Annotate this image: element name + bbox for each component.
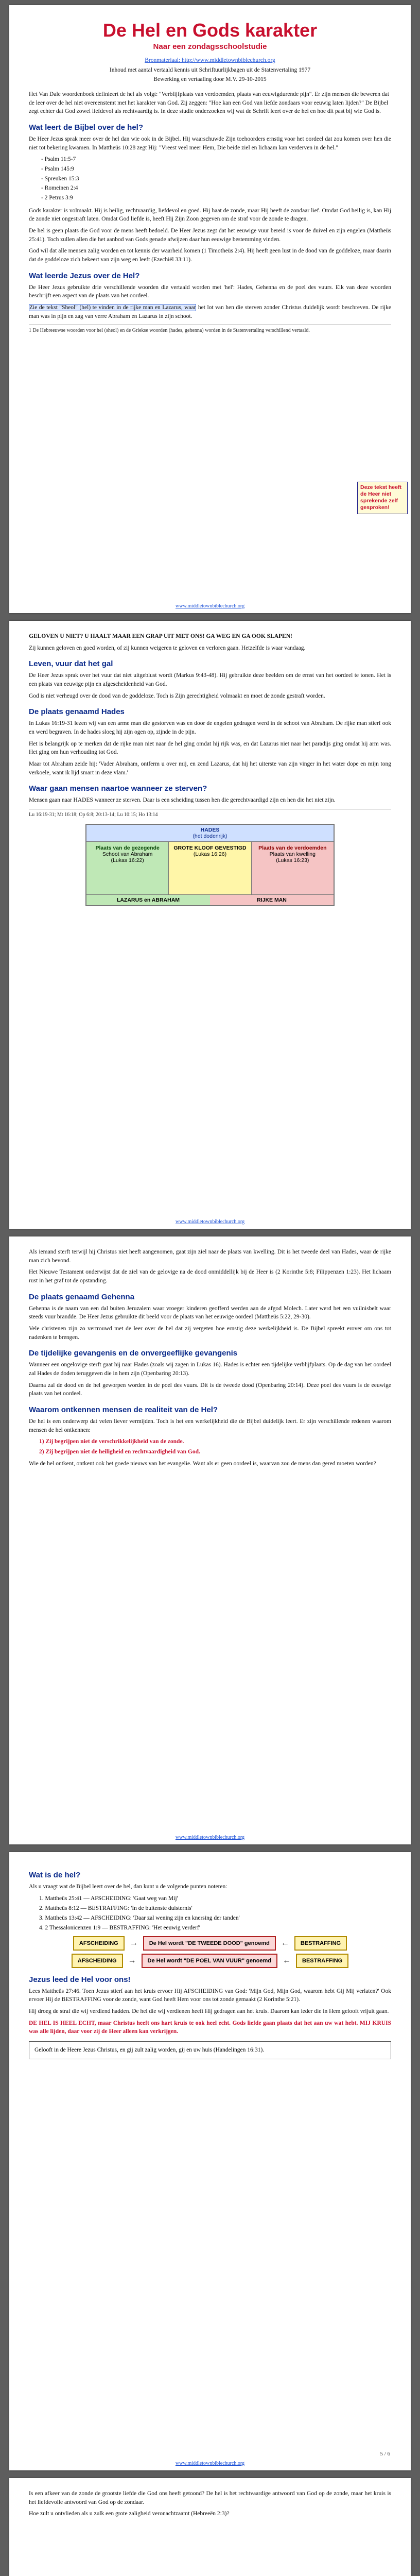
hades-foot-left: LAZARUS en ABRAHAM — [86, 895, 210, 905]
scripture-list — [39, 1894, 391, 1933]
paragraph: Daarna zal de dood en de hel geworpen worden in de poel des vuurs. Dit is de tweede dood (Openbaring 20:14). Deze poel des vuurs is de eeuwige plaats van het oordeel. — [29, 1382, 391, 1397]
hades-diagram — [85, 824, 335, 906]
section-heading-leven: Leven, vuur dat het gal — [29, 659, 113, 669]
document-page-2 — [9, 621, 411, 1229]
footer-link[interactable]: www.middletownbiblechurch.org — [175, 2461, 245, 2466]
list-item: 1) Zij begrijpen niet de verschrikkelijkheid van de zonde. — [39, 1438, 184, 1445]
flow-box-afscheiding: AFSCHEIDING — [72, 1954, 123, 1968]
edit-note: Bewerking en vertaaling door M.V. 29-10-2015 — [153, 76, 267, 83]
arrow-right-icon: → — [129, 1938, 138, 1947]
paragraph: In Lukas 16:19-31 lezen wij van een arme man die gestorven was en door de engelen gedragen werd in de schoot van Abraham. De rijke man stierf ook en werd begraven. In de hades sloeg hij zijn ogen op, zijnde in de pijn. — [29, 720, 391, 736]
flow-box-bestraffing: BESTRAFFING — [296, 1954, 348, 1968]
section-heading-jezus: Wat leerde Jezus over de Hel? — [29, 271, 140, 280]
arrow-left-icon: ← — [283, 1956, 291, 1965]
paragraph: De hel is een onderwerp dat velen liever vermijden. Toch is het een werkelijkheid die de Bijbel duidelijk leert. Er zijn verschillende redenen waarom mensen de hel ontkennen: — [29, 1418, 391, 1433]
footnote: Lu 16:19-31; Mt 16:18; Op 6:8; 20:13-14; Lu 10:15; Ho 13:14 — [29, 809, 391, 819]
list-item: 1. Mattheüs 25:41 — AFSCHEIDING: 'Gaat weg van Mij' — [39, 1895, 178, 1902]
list-item: 2. Mattheüs 8:12 — BESTRAFFING: 'In de buitenste duisternis' — [39, 1905, 192, 1911]
paragraph: Zij kunnen geloven en goed worden, of zij kunnen weigeren te geloven en verloren gaan. Hetzelfde is waar vandaag. — [29, 645, 306, 651]
source-line — [29, 56, 391, 65]
paragraph: Wanneer een ongelovige sterft gaat hij naar Hades (zoals wij zagen in Lukas 16). Hades is echter een tijdelijke verblijfplaats. Op de dag van het oordeel zal Hades de doden teruggeven die in hem zijn (Openbaring 20:13). — [29, 1362, 391, 1377]
paragraph: Als iemand sterft terwijl hij Christus niet heeft aangenomen, gaat zijn ziel naar de plaats van kwelling. Dit is het tweede deel van Hades, waar de rijke man zich bevond. — [29, 1249, 391, 1264]
section-heading-jezus-leed: Jezus leed de Hel voor ons! — [29, 1975, 131, 1984]
document-page-5 — [9, 2478, 411, 2576]
arrow-right-icon: → — [128, 1956, 136, 1965]
highlighted-text[interactable]: Zie de tekst "Sheol" (hel) te vinden in de rijke man en Lazarus, waar — [29, 304, 196, 311]
footnote: 1 De Hebreeuwse woorden voor hel (sheol) en de Griekse woorden (hades, gehenna) worden in de Statenvertaling verschillend vertaald. — [29, 325, 391, 334]
paragraph: De Heer Jezus gebruikte drie verschillende woorden die vertaald worden met 'hel': Hades, Gehenna en de poel des vuurs. Elk van deze woorden beschrijft een aspect van de plaats van het oordeel. — [29, 284, 391, 299]
gospel-box: Gelooft in de Heere Jezus Christus, en gij zult zalig worden, gij en uw huis (Handelingen 16:31). — [29, 2041, 391, 2059]
paragraph: De Heer Jezus sprak meer over de hel dan wie ook in de Bijbel. Hij waarschuwde Zijn toehoorders ernstig voor het oordeel dat zou komen over hen die niet tot bekering kwamen. In Mattheüs 10:28 zegt Hij: "Vreest veel meer Hem, Die beide ziel en lichaam kan verderven in de hel." — [29, 136, 391, 151]
margin-callout: Deze tekst heeft de Heer niet sprekende zelf gesproken! — [357, 482, 408, 514]
verse-ref: - Psalm 11:5-7 — [41, 156, 76, 163]
document-page-3 — [9, 1236, 411, 1844]
flow-diagram-poel — [29, 1954, 391, 1968]
highlight-paragraph: Zie de tekst "Sheol" (hel) te vinden in de rijke man en Lazarus, waar het lot van hen die sterven zonder Christus duidelijk wordt beschreven. De rijke man was in pijn en zag van verre Abraham en Lazarus in zijn schoot. — [29, 304, 391, 319]
paragraph: Mensen gaan naar HADES wanneer ze sterven. Daar is een scheiding tussen hen die gerechtvaardigd zijn en hen die het niet zijn. — [29, 797, 336, 804]
paragraph: God is niet verheugd over de dood van de goddeloze. Toch is Zijn gerechtigheid volmaakt en moet de zonde gestraft worden. — [29, 692, 325, 699]
paragraph: Het Nieuwe Testament onderwijst dat de ziel van de gelovige na de dood onmiddellijk bij de Heer is (2 Korinthe 5:8; Filippenzen 1:23). Het lichaam rust in het graf tot de opstanding. — [29, 1269, 391, 1284]
section-heading-hel: Wat leert de Bijbel over de hel? — [29, 123, 143, 132]
list-item: 4. 2 Thessalonicenzen 1:9 — BESTRAFFING: 'Het eeuwig verderf' — [39, 1925, 200, 1931]
verse-ref: - Spreuken 15:3 — [41, 175, 79, 182]
document-subtitle: Naar een zondagsschoolstudie — [153, 42, 267, 51]
hades-diagram-title: HADES (het dodenrijk) — [86, 825, 334, 842]
paragraph: DE HEL IS HEEL ECHT, maar Christus heeft ons hart kruis te ook heel echt. Gods liefde gaan plaats dat het aan uw wat hebt. MIJ KRUIS was alle lijden, daar voor zij de Heer alleen kan verkrijgen. — [29, 2020, 391, 2035]
footer-link[interactable]: www.middletownbiblechurch.org — [175, 603, 245, 609]
intro-paragraph: Het Van Dale woordenboek definieert de hel als volgt: "Verblijfplaats van verdoemden, plaats van eeuwigdurende pijn". Er zijn mensen die beweren dat de leer over de hel niet overeenstemt met het karakter van God. Zij zeggen: "Hoe kan een God van liefde zondaars voor eeuwig laten lijden?" De Bijbel zegt echter dat God zowel liefdevol als rechtvaardig is. In deze studie onderzoeken wij wat de Schrift leert over de hel en hoe dit past bij wie God is. — [29, 91, 389, 115]
document-page-4 — [9, 1852, 411, 2470]
document-title: De Hel en Gods karakter — [102, 20, 318, 41]
flow-box-bestraffing: BESTRAFFING — [294, 1936, 347, 1951]
flow-box-tweede-dood: De Hel wordt "DE TWEEDE DOOD" genoemd — [143, 1936, 276, 1951]
footer-link[interactable]: www.middletownbiblechurch.org — [175, 1835, 245, 1840]
translation-note: Inhoud met aantal vertaald kennis uit Schriftuurlijkbagen uit de Statenvertaling 1977 — [109, 66, 311, 73]
paragraph: GELOVEN U NIET? U HAALT MAAR EEN GRAP UIT MET ONS! GA WEG EN GA OOK SLAPEN! — [29, 633, 292, 639]
paragraph: De Heer Jezus sprak over het vuur dat niet uitgeblust wordt (Markus 9:43-48). Hij gebruikte deze beelden om de ernst van het oordeel te tonen. Het is een plaats van eeuwige pijn en afgescheidenheid van God. — [29, 672, 391, 688]
reasons-list — [39, 1437, 391, 1456]
list-item: 3. Mattheüs 13:42 — AFSCHEIDING: 'Daar zal wening zijn en knersing der tanden' — [39, 1915, 240, 1922]
paragraph: Vele christenen zijn zo vertrouwd met de leer over de hel dat zij vergeten hoe ernstig deze werkelijkheid is. De Bijbel spreekt erover om ons tot nadenken te brengen. — [29, 1326, 391, 1341]
document-page-1 — [9, 5, 411, 613]
section-heading-waarom: Waarom ontkennen mensen de realiteit van de Hel? — [29, 1405, 218, 1415]
paragraph: Als u vraagt wat de Bijbel leert over de hel, dan kunt u de volgende punten noteren: — [29, 1884, 227, 1890]
flow-box-poel-van-vuur: De Hel wordt "DE POEL VAN VUUR" genoemd — [142, 1954, 277, 1968]
paragraph: Wie de hel ontkent, ontkent ook het goede nieuws van het evangelie. Want als er geen oordeel is, waarvan zou de mens dan gered moeten worden? — [29, 1460, 376, 1467]
verse-ref: - Psalm 145:9 — [41, 166, 74, 173]
hades-foot-right: RIJKE MAN — [210, 895, 334, 905]
section-heading-gehenna: De plaats genaamd Gehenna — [29, 1292, 135, 1301]
paragraph: Hij droeg de straf die wij verdiend hadden. De hel die wij verdienen heeft Hij gedragen aan het kruis. Daarom kan ieder die in Hem gelooft vrijuit gaan. — [29, 2008, 389, 2015]
section-heading-waar: Waar gaan mensen naartoe wanneer ze sterven? — [29, 784, 207, 793]
page-number: 5 / 6 — [380, 2451, 390, 2457]
verse-ref: - 2 Petrus 3:9 — [41, 195, 73, 201]
paragraph: Gehenna is de naam van een dal buiten Jeruzalem waar vroeger kinderen geofferd werden aan de afgod Molech. Later werd het een vuilnisbelt waar steeds vuur brandde. De Heer Jezus gebruikte dit beeld voor de plaats van het eeuwige oordeel (Mattheüs 5:22, 29-30). — [29, 1305, 391, 1320]
paragraph: De hel is geen plaats die God voor de mens heeft bedoeld. De Heer Jezus zegt dat het eeuwige vuur bereid is voor de duivel en zijn engelen (Mattheüs 25:41). Toch zullen allen die het aanbod van Gods genade afwijzen daar hun eeuwige bestemming vinden. — [29, 228, 391, 243]
paragraph: Maar tot Abraham zeide hij: 'Vader Abraham, ontferm u over mij, en zend Lazarus, dat hij het uiterste van zijn vinger in het water dope en mijn tong verkoele, want ik lijd smart in deze vlam.' — [29, 761, 391, 776]
hades-left-compartment: Plaats van de gezegende Schoot van Abraham (Lukas 16:22) — [86, 842, 169, 894]
section-heading-hades: De plaats genaamd Hades — [29, 707, 125, 717]
hades-great-gulf: GROTE KLOOF GEVESTIGD (Lukas 16:26) — [169, 842, 251, 894]
paragraph: Lees Mattheüs 27:46. Toen Jezus stierf aan het kruis ervoer Hij AFSCHEIDING van God: 'Mijn God, Mijn God, waarom hebt Gij Mij verlaten?' Ook ervoer Hij de BESTRAFFING voor de zonde, want God heeft Hem voor ons tot zonde gemaakt (2 Korinthe 5:21). — [29, 1988, 391, 2003]
section-heading-gevangenis: De tijdelijke gevangenis en de onvergeeflijke gevangenis — [29, 1349, 238, 1358]
paragraph: Gods karakter is volmaakt. Hij is heilig, rechtvaardig, liefdevol en goed. Hij haat de zonde, maar Hij heeft de zondaar lief. Omdat God heilig is, kan Hij de zonde niet ongestraft laten. Omdat God liefde is, heeft Hij Zijn Zoon gegeven om de straf voor de zonde te dragen. — [29, 207, 391, 223]
paragraph: Is een afkeer van de zonde de grootste liefde die God ons heeft getoond? De hel is het rechtvaardige antwoord van God op de zonde, maar het kruis is het liefdevolle antwoord van God op de zondaar. — [29, 2490, 391, 2505]
arrow-left-icon: ← — [281, 1938, 289, 1947]
flow-diagram-second-death — [29, 1936, 391, 1951]
footer-link[interactable]: www.middletownbiblechurch.org — [175, 1219, 245, 1225]
paragraph: Het is belangrijk op te merken dat de rijke man niet naar de hel ging omdat hij rijk was, en dat Lazarus niet naar het paradijs ging omdat hij arm was. Het ging om hun verhouding tot God. — [29, 740, 391, 756]
section-heading-wat: Wat is de hel? — [29, 1871, 81, 1879]
verse-ref: - Romeinen 2:4 — [41, 185, 78, 192]
flow-box-afscheiding: AFSCHEIDING — [73, 1936, 125, 1951]
hades-right-compartment: Plaats van de verdoemden Plaats van kwelling (Lukas 16:23) — [252, 842, 334, 894]
list-item: 2) Zij begrijpen niet de heiligheid en rechtvaardigheid van God. — [39, 1448, 200, 1455]
paragraph: Hoe zult u ontvlieden als u zulk een grote zaligheid veronachtzaamt (Hebreeën 2:3)? — [29, 2511, 230, 2517]
source-link[interactable]: Bronmateriaal: http://www.middletownbiblechurch.org — [145, 57, 275, 63]
paragraph: God wil dat alle mensen zalig worden en tot kennis der waarheid komen (1 Timotheüs 2:4). Hij heeft geen lust in de dood van de goddeloze, maar daarin dat de goddeloze zich bekeert van zijn weg en leeft (Ezechiël 33:11). — [29, 248, 391, 263]
